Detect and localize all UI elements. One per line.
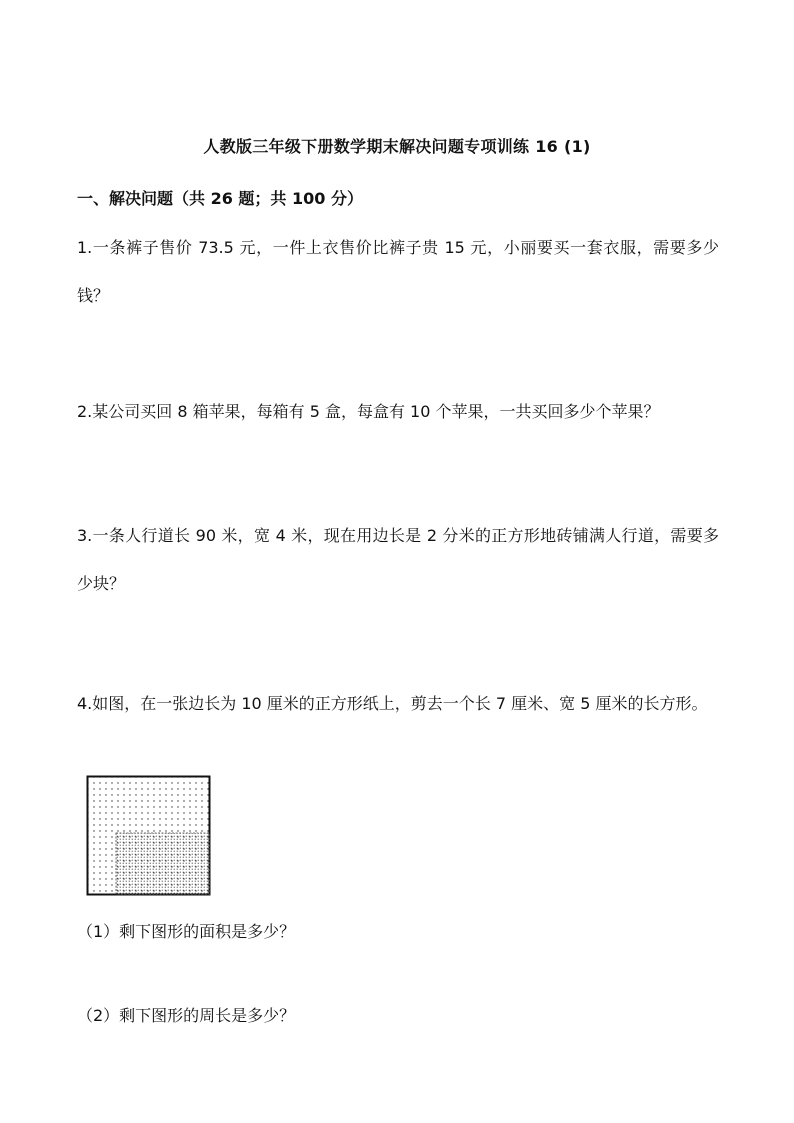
question-4: 4.如图，在一张边长为 10 厘米的正方形纸上，剪去一个长 7 厘米、宽 5 厘米的长方形。 — [77, 694, 708, 713]
question-2: 2.某公司买回 8 箱苹果，每箱有 5 盒，每盒有 10 个苹果，一共买回多少个苹果？ — [77, 402, 660, 421]
square-paper-figure — [86, 775, 212, 897]
question-1: 1.一条裤子售价 73.5 元，一件上衣售价比裤子贵 15 元，小丽要买一套衣服，需要多少钱？ — [77, 238, 719, 305]
sub-question-1: （1）剩下图形的面积是多少？ — [77, 922, 296, 941]
cut-rectangle — [116, 833, 210, 895]
sub-question-2: （2）剩下图形的周长是多少？ — [77, 1006, 296, 1025]
page-title: 人教版三年级下册数学期末解决问题专项训练 16 (1) — [203, 137, 591, 156]
section-heading: 一、解决问题（共 26 题；共 100 分） — [77, 189, 363, 208]
question-3: 3.一条人行道长 90 米，宽 4 米，现在用边长是 2 分米的正方形地砖铺满人行道，需要多少块？ — [77, 526, 719, 593]
